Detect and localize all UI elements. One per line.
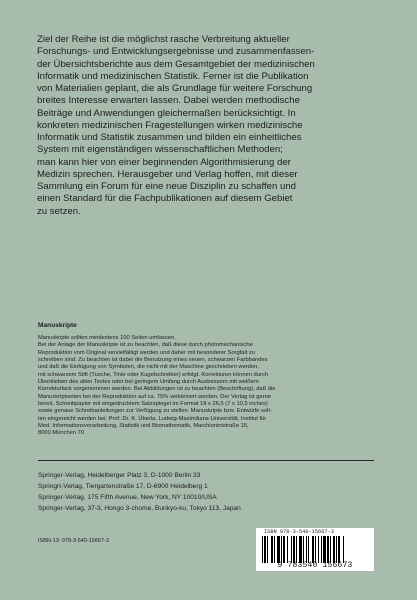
intro-line: Informatik und Statistik zusammen und bilden ein einheitliches [37,132,302,143]
manuscripts-line: bereit, Schreibpapier mit eingedrucktem Satzspiegel im Format 18 x 26,5 (7 x 10,5 inches) [38,401,268,408]
manuscripts-line: Manuskripte sollten mindestens 100 Seiten umfassen. [38,335,176,341]
intro-line: von Materialien geplant, die als Grundlage für weitere Forschung [37,83,313,94]
address-line: Springrt-Verlag, Tiergartenstraße 17, D-6900 Heidelberg 1 [38,483,208,490]
manuscripts-line: Med. Informationsverarbeitung, Statistik und Biomathematik, Marchioninistraße 15, [38,423,249,430]
intro-line: man kann hier von einer beginnenden Algorithmisierung der [37,156,291,168]
intro-line: zu setzen. [37,205,81,217]
barcode-icon [262,536,370,563]
intro-line: System mit eigenständigen wissenschaftlichen Methoden; [37,144,283,156]
manuscripts-line: Reproduktion vom Original vervielfältigt werden und daher mit besonderer Sorgfalt zu [38,349,256,356]
intro-line: Sammlung ein Forum für eine neue Disziplin zu schaffen und [37,181,296,192]
manuscripts-line: mit schwarzem Stift (Tusche, Tinte oder Kugelschreiber) erfolgt. Korrekturen können durch [38,371,268,378]
barcode-isbn: ISBN 978-3-540-15667-3 [264,529,334,535]
manuscripts-line: Manuskriptseiten bei der Reproduktion auf ca. 75% verkleinert werden. Der Verlag ist gerne [38,393,271,400]
manuscripts-line: Bei der Anlage der Manuskripte ist zu beachten, daß diese durch photomechanische [38,342,253,349]
address-line: Springer-Verlag, Heidelberger Platz 3, D-1000 Berlin 33 [38,472,201,479]
intro-line: konkreten medizinischen Fragestellungen wirken medizinische [37,119,303,131]
intro-line: einen Standard für die Fachpublikationen auf diesem Gebiet [37,193,293,205]
manuscripts-text [38,335,408,438]
series-description [37,34,399,218]
divider-rule [38,460,374,461]
isbn-text: ISBN-13: 978-3-540-15667-3 [38,538,109,544]
intro-line: Ziel der Reihe ist die möglichst rasche Verbreitung aktueller [37,34,290,45]
barcode-digits: 9 783540 156673 [277,561,353,570]
manuscripts-line: Korrekturlack vorgenommen werden. Bei Abbildungen ist zu beachten (Beschriftung), daß die [38,386,276,393]
manuscripts-line: schreiben sind. Zu beachten ist dabei die Benutzung eines neuen, schwarzen Farbbandes [38,357,268,364]
manuscripts-line: Überkleben des alten Textes oder bei geringem Umfang durch Ausbessern mit weißem [38,379,259,386]
intro-line: Medizin sprechen. Herausgeber und Verlag hoffen, mit dieser [37,168,298,180]
barcode-label [256,528,374,571]
intro-line: breites Interesse erwarten lassen. Dabei werden methodische [37,95,300,107]
address-line: Springer-Verlag, 175 Fifth Avenue, New York, NY 10010/USA [38,494,217,501]
manuscripts-line: ten eingereicht werden bei: Prof. Dr. K. Überla, Ludwig-Maximilians-Universität, Institut für [38,415,267,422]
intro-line: Informatik und medizinischen Statistik. Ferner ist die Publikation [37,70,309,82]
intro-line: der Übersichtsberichte aus dem Gesamtgebiet der medizinischen [37,58,315,70]
address-line: Springer-Verlag, 37-3, Hongo 3-chome, Bunkyo-ku, Tokyo 113, Japan [38,505,241,512]
manuscripts-line: 8000 München 70 [38,430,85,437]
intro-line: Beiträge und Anwendungen gleichermaßen berücksichtigt. In [37,107,296,119]
intro-line: Forschungs- und Entwicklungsergebnisse und zusammenfassen- [37,46,315,58]
publisher-addresses [38,470,241,514]
manuscripts-heading: Manuskripte [38,322,77,329]
manuscripts-line: sowie genaue Schreibanleitungen zur Verfügung zu stellen. Manuskripte bzw. Entwürfe soll- [38,408,272,415]
manuscripts-line: und daß die Einfügung von Symbolen, die nicht mit der Maschine geschrieben werden, [38,364,259,371]
